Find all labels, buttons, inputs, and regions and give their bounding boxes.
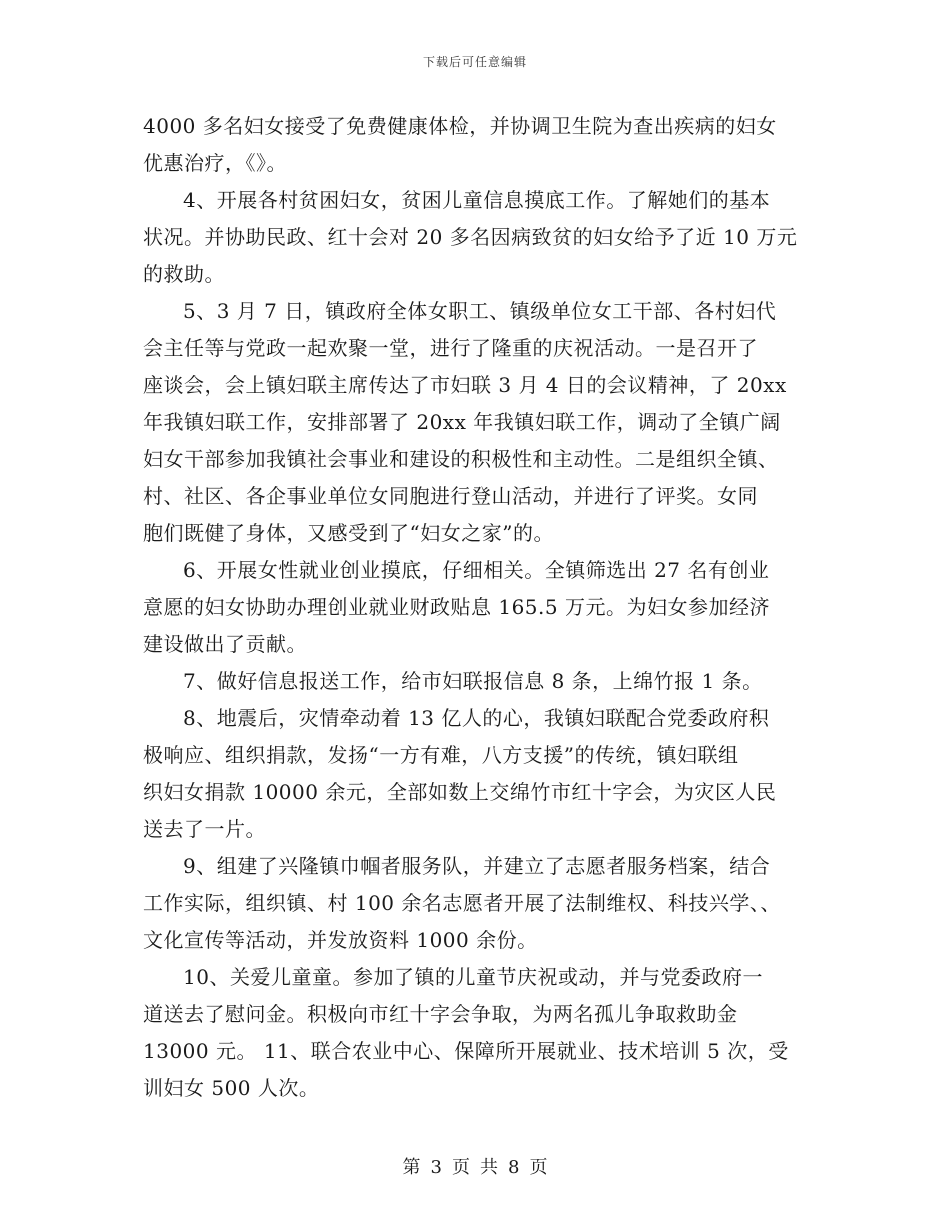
paragraph-item-9: 9、组建了兴隆镇巾帼者服务队，并建立了志愿者服务档案，结合 工作实际，组织镇、村 100 余名志愿者开展了法制维权、科技兴学、、 文化宣传等活动，并发放资料 1000 余份。: [143, 854, 781, 952]
total-label: 共: [480, 1157, 498, 1178]
total-pages-number: 8: [508, 1157, 520, 1178]
page-footer: [0, 1153, 950, 1179]
paragraph-item-4: 4、开展各村贫困妇女，贫困儿童信息摸底工作。了解她们的基本 状况。并协助民政、红十会对 20 多名因病致贫的妇女给予了近 10 万元 的救助。: [143, 188, 798, 286]
paragraph-item-8: 8、地震后，灾情牵动着 13 亿人的心，我镇妇联配合党委政府积 极响应、组织捐款，发扬“一方有难，八方支援”的传统，镇妇联组 织妇女捐款 10000 余元，全部如数上交绵竹市红十字会，为灾区人民 送去了一片。: [143, 706, 777, 841]
paragraph-item-5: 5、3 月 7 日，镇政府全体女职工、镇级单位女工干部、各村妇代 会主任等与党政一起欢聚一堂，进行了隆重的庆祝活动。一是召开了 座谈会，会上镇妇联主席传达了市妇联 3 月 4 日的会议精神，了 20xx 年我镇妇联工作，安排部署了 20xx 年我镇妇联工作，调动了全镇广阔 妇女干部参加我镇社会事业和建设的积极性和主动性。二是组织全镇、 村、社区、各企事业单位女同胞进行登山活动，并进行了评奖。女同 胞们既健了身体，又感受到了“妇女之家”的。: [143, 299, 787, 545]
page-header-note: 下载后可任意编辑: [422, 55, 527, 69]
page-label-suffix: 页: [529, 1157, 548, 1178]
paragraph-item-6: 6、开展女性就业创业摸底，仔细相关。全镇筛选出 27 名有创业 意愿的妇女协助办理创业就业财政贴息 165.5 万元。为妇女参加经济 建设做出了贡献。: [143, 558, 770, 656]
page-label-prefix: 第: [402, 1157, 421, 1178]
paragraph-item-7: 7、做好信息报送工作，给市妇联报信息 8 条，上绵竹报 1 条。: [183, 669, 763, 693]
paragraph-continuation: 4000 多名妇女接受了免费健康体检，并协调卫生院为查出疾病的妇女 优惠治疗，《》。: [143, 114, 777, 175]
current-page-number: 3: [430, 1157, 442, 1178]
document-body: [143, 108, 809, 1107]
page-label-mid: 页: [452, 1157, 470, 1178]
paragraph-item-10: 10、关爱儿童童。参加了镇的儿童节庆祝或动，并与党委政府一 道送去了慰问金。积极向市红十字会争取，为两名孤儿争取救助金 13000 元。 11、联合农业中心、保障所开展就业、技术培训 5 次，受 训妇女 500 人次。: [143, 965, 789, 1100]
